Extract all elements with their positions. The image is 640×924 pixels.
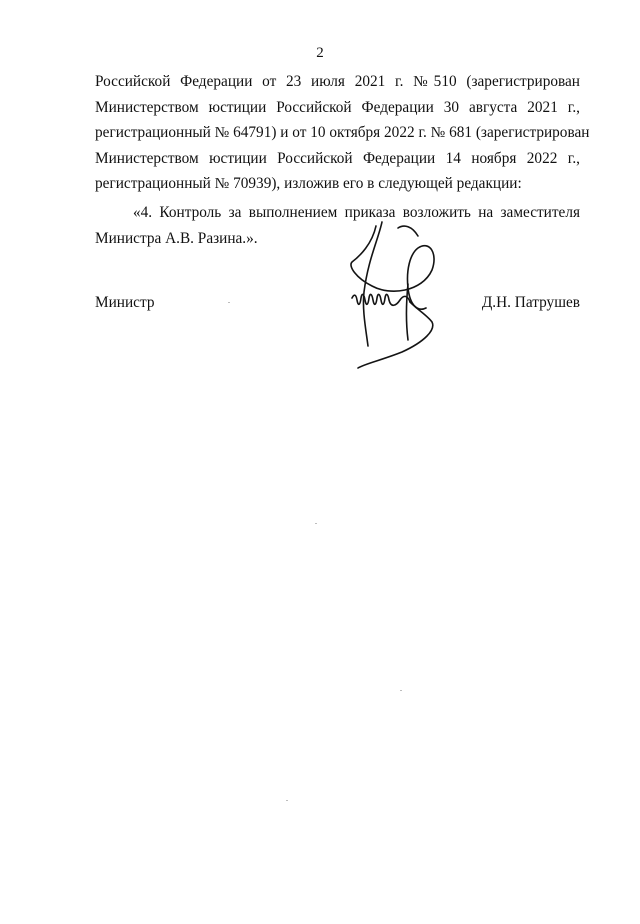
scan-speck xyxy=(400,690,402,691)
scan-speck xyxy=(315,523,317,524)
page-number: 2 xyxy=(316,45,324,61)
text-line: Министра А.В. Разина.». xyxy=(95,229,258,247)
text-line: регистрационный № 64791) и от 10 октября 2022 г. № 681 (зарегистрирован xyxy=(95,124,590,142)
text-line: регистрационный № 70939), изложив его в следующей редакции: xyxy=(95,175,522,193)
text-line: Министерством юстиции Российской Федерации 14 ноября 2022 г., xyxy=(95,149,580,167)
scan-speck xyxy=(228,302,230,303)
text-line: «4. Контроль за выполнением приказа возложить на заместителя xyxy=(133,204,580,221)
paragraph-amendment-reference xyxy=(95,69,590,197)
text-line: Российской Федерации от 23 июля 2021 г. №510 (зарегистрирован xyxy=(95,73,580,90)
handwritten-signature xyxy=(338,214,448,372)
signatory-title: Министр xyxy=(95,294,155,311)
text-line: Министерством юстиции Российской Федерации 30 августа 2021 г., xyxy=(95,98,580,116)
signatory-name: Д.Н. Патрушев xyxy=(481,294,580,311)
scan-speck xyxy=(286,800,288,801)
